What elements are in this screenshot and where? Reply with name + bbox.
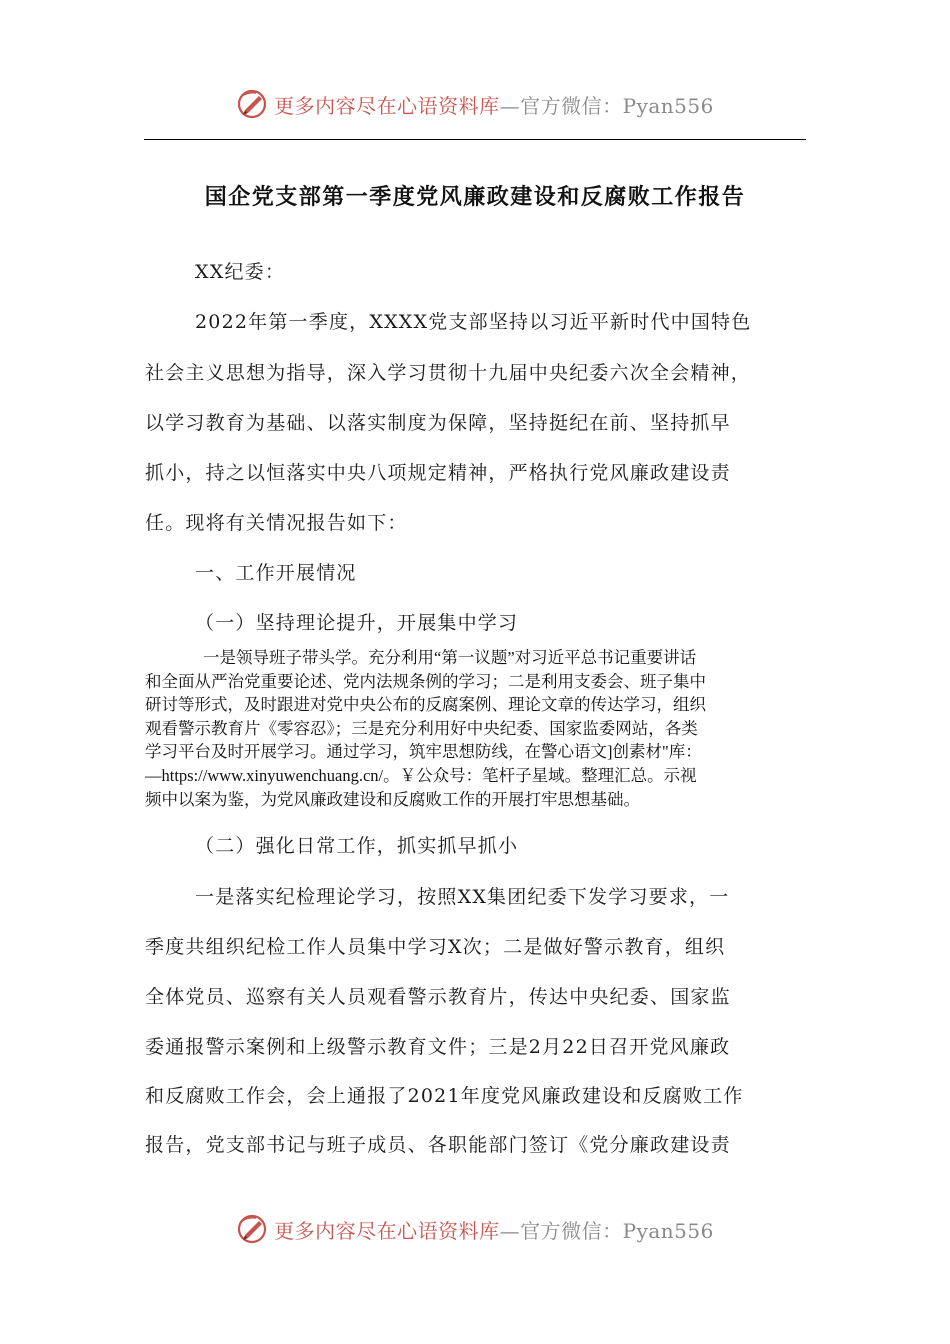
subsection-heading: （二）强化日常工作，抓实抓早抓小	[195, 835, 519, 857]
intro-line: 抓小，持之以恒落实中央八项规定精神，严格执行党风廉政建设责	[145, 462, 731, 484]
intro-line: 以学习教育为基础、以落实制度为保障，坚持挺纪在前、坚持抓早	[145, 412, 731, 434]
subsection-heading: （一）坚持理论提升，开展集中学习	[195, 612, 519, 634]
watermark-banner-top	[0, 84, 950, 124]
paragraph-line: 观看警示教育片《零容忍》；三是充分利用好中央纪委、国家监委网站，各类	[145, 718, 698, 738]
body-line: 报告，党支部书记与班子成员、各职能部门签订《党分廉政建设责	[145, 1134, 731, 1156]
intro-line: 2022年第一季度，XXXX党支部坚持以习近平新时代中国特色	[195, 311, 752, 333]
intro-line: 任。现将有关情况报告如下：	[145, 512, 408, 534]
pen-circle-icon	[236, 87, 270, 121]
pen-circle-icon	[236, 1212, 270, 1246]
header-divider	[144, 139, 806, 140]
paragraph-line: 和全面从严治党重要论述、党内法规条例的学习；二是利用支委会、班子集中	[145, 671, 706, 691]
section-heading: 一、工作开展情况	[195, 562, 357, 584]
body-line: 全体党员、巡察有关人员观看警示教育片，传达中央纪委、国家监	[145, 986, 731, 1008]
intro-line: 社会主义思想为指导，深入学习贯彻十九届中央纪委六次全会精神，	[145, 362, 752, 384]
paragraph-line: 一是领导班子带头学。充分利用“第一议题”对习近平总书记重要讲话	[203, 648, 697, 667]
watermark-text: 更多内容尽在心语资料库—官方微信：Pyan556	[274, 1218, 714, 1243]
body-line: 一是落实纪检理论学习，按照XX集团纪委下发学习要求，一	[195, 886, 730, 908]
paragraph-line: —https://www.xinyuwenchuang.cn/。￥公众号：笔杆子星域。整理汇总。示视	[145, 765, 697, 785]
watermark-banner-bottom	[0, 1209, 950, 1249]
study-paragraph	[145, 646, 805, 811]
body-line: 和反腐败工作会，会上通报了2021年度党风廉政建设和反腐败工作	[145, 1085, 744, 1107]
body-line: 委通报警示案例和上级警示教育文件；三是2月22日召开党风廉政	[145, 1036, 731, 1058]
paragraph-line: 研讨等形式，及时跟进对党中央公布的反腐案例、理论文章的传达学习，组织	[145, 695, 706, 715]
watermark-text: 更多内容尽在心语资料库—官方微信：Pyan556	[274, 93, 714, 118]
salutation: XX纪委：	[195, 261, 286, 283]
body-line: 季度共组织纪检工作人员集中学习X次；二是做好警示教育，组织	[145, 936, 726, 958]
paragraph-line: 学习平台及时开展学习。通过学习，筑牢思想防线，在警心语文]创素材"库：	[145, 742, 702, 762]
paragraph-line: 频中以案为鉴，为党风廉政建设和反腐败工作的开展打牢思想基础。	[145, 789, 640, 809]
page-title: 国企党支部第一季度党风廉政建设和反腐败工作报告	[204, 185, 746, 210]
